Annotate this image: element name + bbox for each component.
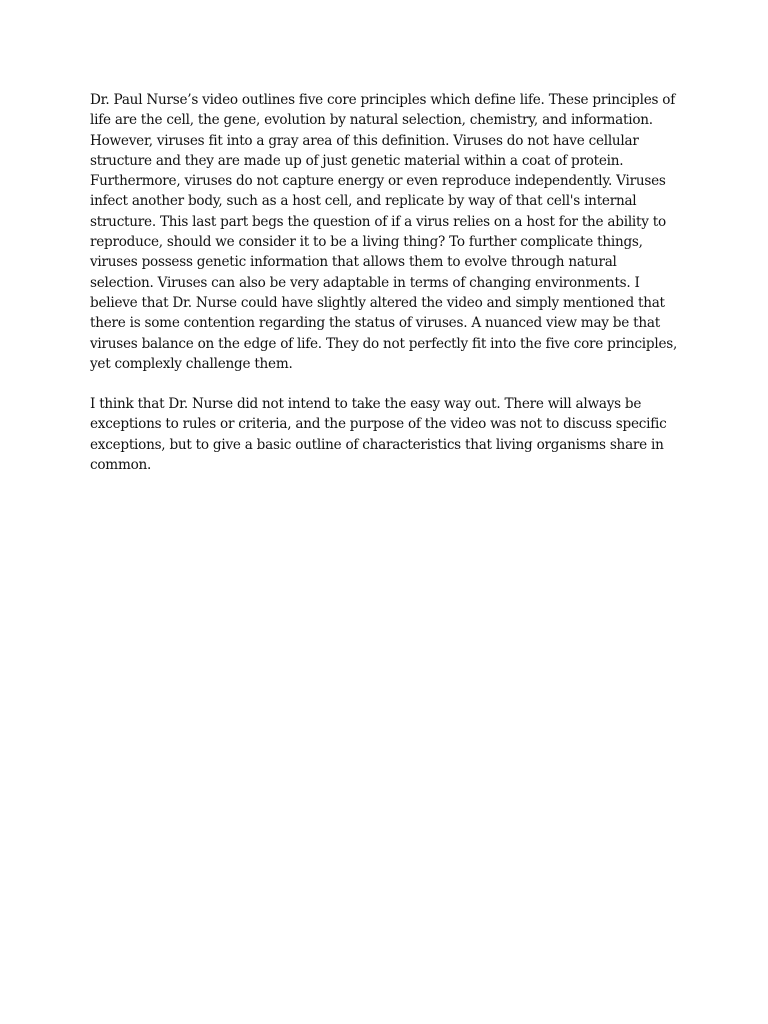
text-line: exceptions to rules or criteria, and the purpose of the video was not to discuss specific [90,416,667,433]
text-line: I think that Dr. Nurse did not intend to take the easy way out. There will always be [90,396,642,413]
text-line: believe that Dr. Nurse could have slightly altered the video and simply mentioned that [90,294,665,311]
text-line: reproduce, should we consider it to be a living thing? To further complicate things, [90,234,643,251]
text-line: However, viruses fit into a gray area of this definition. Viruses do not have cellular [90,132,639,149]
text-line: infect another body, such as a host cell, and replicate by way of that cell's internal [90,193,637,210]
paragraph-1 [90,90,680,374]
text-line: life are the cell, the gene, evolution by natural selection, chemistry, and information. [90,112,653,129]
paragraph-2 [90,394,680,475]
text-line: structure and they are made up of just genetic material within a coat of protein. [90,152,624,169]
text-line: selection. Viruses can also be very adaptable in terms of changing environments. I [90,274,640,291]
text-line: Furthermore, viruses do not capture energy or even reproduce independently. Viruses [90,173,666,190]
text-line: structure. This last part begs the question of if a virus relies on a host for the ability to [90,213,666,230]
text-line: Dr. Paul Nurse’s video outlines five core principles which define life. These principles of [90,92,676,108]
text-line: exceptions, but to give a basic outline of characteristics that living organisms share in [90,436,664,453]
text-line: viruses balance on the edge of life. They do not perfectly fit into the five core principles, [90,335,678,352]
text-line: viruses possess genetic information that allows them to evolve through natural [90,254,617,271]
document-body [90,90,680,475]
text-line: there is some contention regarding the status of viruses. A nuanced view may be that [90,315,660,332]
text-line: yet complexly challenge them. [90,355,293,372]
text-line: common. [90,457,152,474]
